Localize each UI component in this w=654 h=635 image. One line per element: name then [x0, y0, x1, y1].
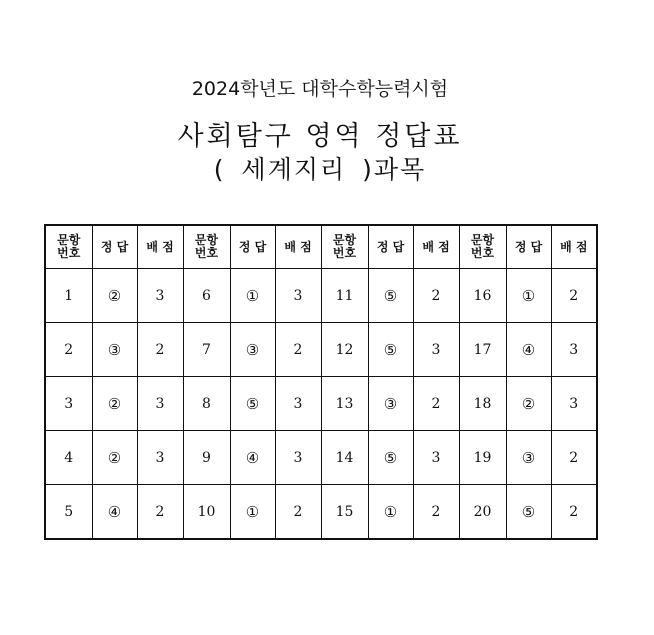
header-answer: 정 답	[230, 225, 275, 269]
question-number: 20	[459, 485, 506, 540]
table-row	[45, 431, 597, 485]
question-number: 4	[45, 431, 92, 485]
points-cell: 2	[551, 485, 597, 540]
question-number: 7	[183, 323, 230, 377]
points-cell: 2	[551, 431, 597, 485]
table-row	[45, 485, 597, 540]
header-question-number	[459, 225, 506, 269]
header-question-number	[321, 225, 368, 269]
answer-cell: ①	[506, 269, 551, 323]
header-points: 배 점	[137, 225, 183, 269]
answer-cell: ③	[368, 377, 413, 431]
answer-table	[44, 224, 598, 540]
subject-name: 세계지리	[241, 155, 347, 184]
question-number: 6	[183, 269, 230, 323]
points-cell: 2	[413, 485, 459, 540]
subject-close-paren: )과목	[362, 155, 427, 184]
header-points: 배 점	[275, 225, 321, 269]
area-title: 사회탐구 영역 정답표	[177, 121, 463, 152]
points-cell: 2	[275, 485, 321, 540]
question-number: 2	[45, 323, 92, 377]
question-number: 12	[321, 323, 368, 377]
points-cell: 3	[137, 431, 183, 485]
answer-cell: ③	[230, 323, 275, 377]
subject-open-paren: (	[213, 155, 226, 184]
answer-cell: ⑤	[230, 377, 275, 431]
question-number: 18	[459, 377, 506, 431]
question-number: 17	[459, 323, 506, 377]
answer-cell: ①	[230, 269, 275, 323]
points-cell: 2	[137, 323, 183, 377]
table-row	[45, 377, 597, 431]
answer-cell: ⑤	[506, 485, 551, 540]
header-points: 배 점	[551, 225, 597, 269]
question-number: 16	[459, 269, 506, 323]
answer-cell: ⑤	[368, 269, 413, 323]
question-number: 11	[321, 269, 368, 323]
points-cell: 3	[551, 323, 597, 377]
header-number-line2: 번호	[332, 246, 357, 260]
points-cell: 3	[413, 431, 459, 485]
question-number: 10	[183, 485, 230, 540]
question-number: 1	[45, 269, 92, 323]
points-cell: 3	[137, 269, 183, 323]
answer-cell: ②	[92, 377, 137, 431]
points-cell: 3	[551, 377, 597, 431]
question-number: 13	[321, 377, 368, 431]
points-cell: 3	[275, 269, 321, 323]
header-number-line1: 문항	[332, 233, 357, 247]
answer-cell: ④	[230, 431, 275, 485]
question-number: 3	[45, 377, 92, 431]
header-number-line2: 번호	[57, 246, 81, 260]
header-number-line1: 문항	[194, 233, 219, 247]
header-answer: 정 답	[368, 225, 413, 269]
question-number: 9	[183, 431, 230, 485]
answer-cell: ①	[368, 485, 413, 540]
answer-cell: ⑤	[368, 323, 413, 377]
answer-cell: ④	[92, 485, 137, 540]
question-number: 19	[459, 431, 506, 485]
question-number: 14	[321, 431, 368, 485]
subject-title	[0, 150, 640, 186]
points-cell: 2	[551, 269, 597, 323]
answer-cell: ④	[506, 323, 551, 377]
table-row	[45, 323, 597, 377]
question-number: 5	[45, 485, 92, 540]
points-cell: 3	[275, 377, 321, 431]
answer-cell: ①	[230, 485, 275, 540]
points-cell: 3	[413, 323, 459, 377]
points-cell: 2	[413, 377, 459, 431]
header-row	[45, 225, 597, 269]
points-cell: 3	[137, 377, 183, 431]
header-number-line1: 문항	[57, 233, 81, 247]
header-number-line1: 문항	[470, 233, 495, 247]
answer-cell: ②	[92, 431, 137, 485]
points-cell: 2	[413, 269, 459, 323]
answer-cell: ③	[506, 431, 551, 485]
points-cell: 2	[137, 485, 183, 540]
header-points: 배 점	[413, 225, 459, 269]
table-row	[45, 269, 597, 323]
header-number-line2: 번호	[470, 246, 495, 260]
question-number: 8	[183, 377, 230, 431]
header-question-number	[183, 225, 230, 269]
header-number-line2: 번호	[194, 246, 219, 260]
header-question-number	[45, 225, 92, 269]
question-number: 15	[321, 485, 368, 540]
answer-cell: ②	[506, 377, 551, 431]
points-cell: 3	[275, 431, 321, 485]
answer-cell: ③	[92, 323, 137, 377]
header-answer: 정 답	[92, 225, 137, 269]
header-answer: 정 답	[506, 225, 551, 269]
points-cell: 2	[275, 323, 321, 377]
answer-cell: ⑤	[368, 431, 413, 485]
answer-cell: ②	[92, 269, 137, 323]
exam-title: 2024학년도 대학수학능력시험	[191, 78, 449, 100]
